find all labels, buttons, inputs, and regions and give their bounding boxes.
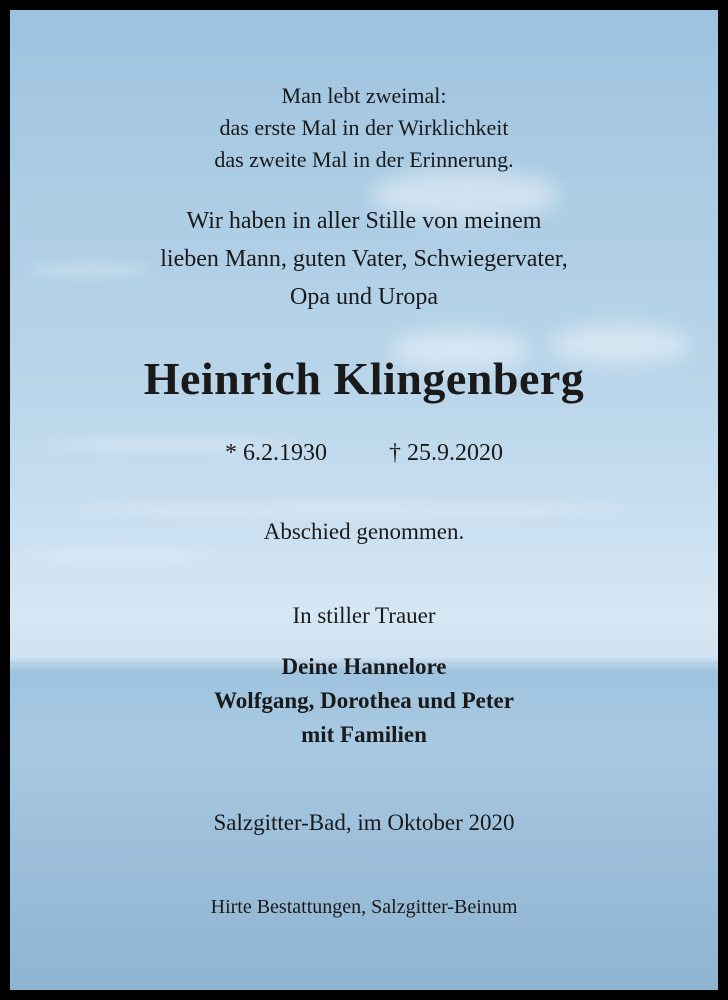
quote-line-3: das zweite Mal in der Erinnerung. [214, 147, 514, 172]
deceased-name: Heinrich Klingenberg [143, 353, 585, 404]
intro-line-1: Wir haben in aller Stille von meinem [186, 208, 542, 234]
undertaker: Hirte Bestattungen, Salzgitter-Beinum [210, 896, 518, 918]
farewell-text: Abschied genommen. [263, 519, 465, 544]
mourning-text: In stiller Trauer [292, 603, 436, 628]
family-line-1: Deine Hannelore [281, 654, 447, 679]
quote-line-2: das erste Mal in der Wirklichkeit [219, 115, 509, 140]
family-line-3: mit Familien [301, 722, 427, 747]
intro-line-2: lieben Mann, guten Vater, Schwiegervater, [160, 246, 568, 272]
birth-date: * 6.2.1930 [225, 440, 327, 466]
cloud-streak [20, 550, 220, 560]
cloud-streak [70, 505, 630, 515]
death-date: † 25.9.2020 [389, 440, 503, 466]
quote-line-1: Man lebt zweimal: [281, 83, 447, 108]
intro-line-3: Opa und Uropa [290, 284, 438, 310]
family-line-2: Wolfgang, Dorothea und Peter [214, 688, 514, 713]
obituary-card [10, 10, 718, 990]
life-dates [10, 440, 718, 467]
place-date: Salzgitter-Bad, im Oktober 2020 [213, 810, 515, 835]
